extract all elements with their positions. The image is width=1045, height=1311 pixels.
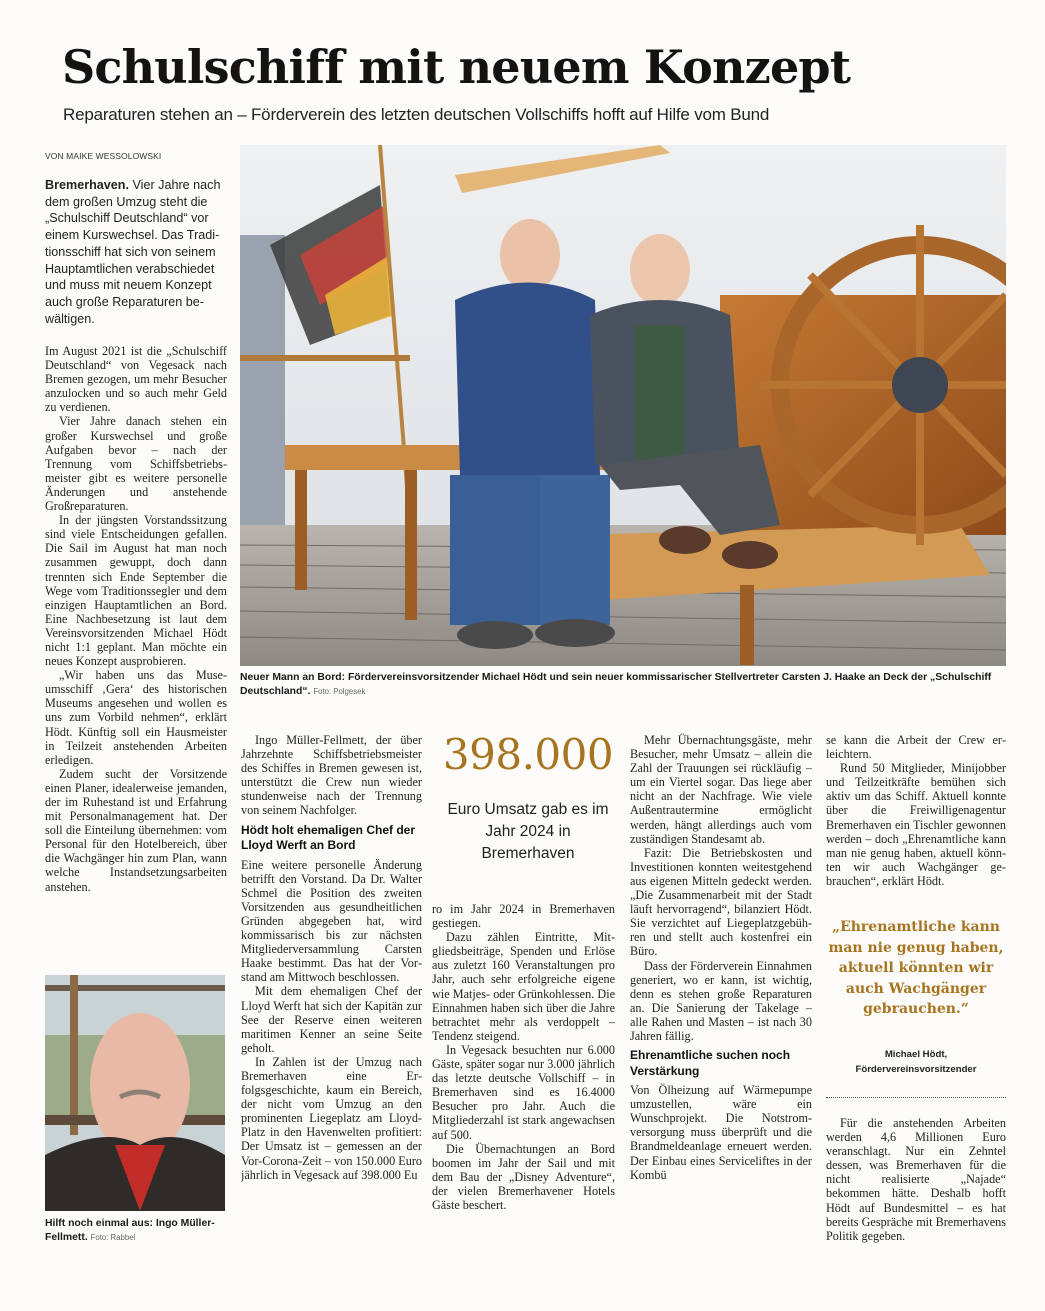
quote-role: Fördervereinsvorsitzender	[855, 1064, 977, 1075]
lead-paragraph	[45, 177, 227, 327]
column-1	[45, 344, 227, 968]
paragraph: Vier Jahre danach stehen ein großer Kurswechsel und große Aufgaben bevor – nach der Trennung vom Schiffsbetriebsmeister gibt es weitere personelle Änderungen und anstehende Großreparaturen.	[45, 414, 227, 514]
ship-deck-photo	[240, 145, 1006, 666]
factbox-text: Euro Umsatz gab es im Jahr 2024 in Bremerhaven	[447, 801, 609, 862]
paragraph: „Wir haben uns das Museumsschiff ‚Gera‘ des historischen Museums angesehen und wollen es uns zum Vorbild nehmen“, erklärt Hödt. Künftig soll ein Hausmeister in Teilzeit anstehenden Arbeiten erledigen.	[45, 668, 227, 767]
caption-text: Neuer Mann an Bord: Fördervereinsvorsitzender Michael Hödt und sein neuer kommissarischer Stellvertreter Carsten J. Haake an Deck der „Schulschiff Deutschland“.	[240, 672, 992, 697]
photo-credit: Foto: Rabbel	[90, 1233, 136, 1242]
main-photo-caption	[240, 671, 1006, 699]
pull-quote: „Ehrenamtliche kann man nie genug haben, aktuell könnten wir auch Wachgänger gebrauchen.“	[828, 919, 1004, 1017]
column-5-continued	[826, 1116, 1006, 1256]
column-2	[241, 733, 422, 1253]
paragraph: Fazit: Die Betriebskosten und Investitionen konnten weitestgehend aus eigenen Mitteln gedeckt werden. „Die Zusammenarbeit mit der Stadt läuft hervorragend“, bilanziert Hödt. Sie verzichtet auf Liegeplatzgebühren und stellt auch kostenfrei ein Büro.	[630, 845, 812, 959]
paragraph: In Zahlen ist der Umzug nach Bremerhaven eine Erfolgsgeschichte, kaum ein Bereich, der nicht vom Umzug an den prominenten Liegeplatz am Lloyd-Platz in den Havenwelten profitiert: Der Umsatz ist – gemessen an der Vor-Corona-Zeit – von 150.000 Euro jährlich in Vegesack auf 398.000 Eu	[241, 1054, 422, 1182]
paragraph: Von Ölheizung auf Wärmepumpe umzustellen, wäre ein Wunschprojekt. Die Notstromversorgung muss überprüft und die Brandmeldeanlage erneuert werden. Der Einbau eines Serviceliftes in der Kombü	[630, 1083, 812, 1182]
column-5	[826, 733, 1006, 908]
column-3	[432, 902, 615, 1252]
dateline: Bremerhaven.	[45, 178, 129, 192]
paragraph: Im August 2021 ist die „Schulschiff Deutschland“ von Vegesack nach Bremen gezogen, um mehr Besucher anzulocken und so auch mehr Geld zu verdienen.	[45, 344, 227, 415]
paragraph: se kann die Arbeit der Crew erleichtern.	[826, 733, 1006, 762]
main-photo	[240, 145, 1006, 666]
dotted-divider	[826, 1097, 1006, 1098]
paragraph: Dass der Förderverein Einnahmen generiert, wo er kann, ist wichtig, denn es stehen große Reparaturen an. Die Sanierung der Takelage – alle Rahen und Masten – ist nach 30 Jahren fällig.	[630, 958, 812, 1043]
caption-text: Hilft noch einmal aus: Ingo Müller-Fellmett.	[45, 1218, 215, 1243]
paragraph: Zudem sucht der Vorsitzende einen Planer, idealerweise jemanden, der im Ruhestand ist und Erfahrung mit Personalmanagement hat. Der soll die Einteilung übernehmen: vom Personal für den Hotelbereich, über die Wachgänger hin zum Plan, wann welche Instandsetzungsarbeiten anstehen.	[45, 766, 227, 894]
photo-credit: Foto: Polgesek	[313, 687, 366, 696]
paragraph: Mit dem ehemaligen Chef der Lloyd Werft hat sich der Kapitän zur See der Reserve einen weiteren maritimen Kenner an seine Seite geholt.	[241, 984, 422, 1055]
portrait-caption	[45, 1217, 227, 1245]
portrait-photo	[45, 975, 225, 1211]
paragraph: Dazu zählen Eintritte, Mitgliedsbeiträge, Spenden und Erlöse aus zuletzt 160 Veranstaltungen pro Jahr, auch sehr erfolgreiche eigene wie Matjes- oder Grünkohlessen. Die Einnahmen haben sich über die Jahre betrachtet mehr als verdoppelt – Tendenz steigend.	[432, 930, 615, 1043]
paragraph: Für die anstehenden Arbeiten werden 4,6 Millionen Euro veranschlagt. Nur ein Zehntel dessen, was Bremerhaven für die nicht realisierte „Najade“ bekommen hätte. Deshalb hofft Hödt auf Bundesmittel – es hat bereits Gespräche mit Bremerhavens Politik gegeben.	[826, 1116, 1006, 1243]
paragraph: Eine weitere personelle Änderung betrifft den Vorstand. Da Dr. Walter Schmel die Position des zweiten Vorsitzenden aus gesundheitlichen Gründen abgegeben hat, wird kommissarisch bis zur nächsten Mitgliederversammlung Carsten Haake bestimmt. Das hat der Vorstand am Mittwoch beschlossen.	[241, 857, 422, 985]
article-subheadline: Reparaturen stehen an – Förderverein des letzten deutschen Vollschiffs hofft auf Hilfe vom Bund	[63, 105, 770, 124]
paragraph: Die Übernachtungen an Bord boomen im Jahr der Sail und mit dem Bau der „Disney Adventure“, der vielen Bremerhavener Hotels Gäste beschert.	[432, 1141, 615, 1212]
factbox-number: 398.000	[442, 730, 614, 779]
article-headline: Schulschiff mit neuem Konzept	[62, 40, 851, 94]
paragraph: Ingo Müller-Fellmett, der über Jahrzehnte Schiffsbetriebsmeister des Schiffes in Bremen gewesen ist, unterstützt die Crew nun wieder stundenweise nach der Trennung von seinem Nachfolger.	[241, 733, 422, 818]
column-4	[630, 733, 812, 1253]
quote-author: Michael Hödt,	[884, 1049, 948, 1060]
paragraph: Rund 50 Mitglieder, Minijobber und Teilzeitkräfte bemühen sich aktiv um das Schiff. Aktuell konnte über die Freiwilligenagentur Bremerhaven ein Tischler gewonnen werden – doch „Ehrenamtliche kann man nie genug haben, aktuell könnten wir auch Wachgänger gebrauchen“, erklärt Hödt.	[826, 761, 1006, 888]
byline: VON MAIKE WESSOLOWSKI	[45, 151, 162, 161]
portrait-image	[45, 975, 225, 1211]
subheading: Ehrenamtliche suchen noch Verstärkung	[630, 1048, 791, 1078]
lead-text: Vier Jahre nach dem großen Umzug steht die „Schulschiff Deutschland“ vor einem Kurswechsel. Das Traditionsschiff hat sich von seinem Hauptamtlichen verabschiedet und muss mit neuem Konzept auch große Reparaturen bewältigen.	[45, 178, 221, 326]
paragraph: In der jüngsten Vorstandssitzung sind viele Entscheidungen gefallen. Die Sail im August hat man noch zusammen gewuppt, doch dann trennten sich Ende September die Wege vom Traditionssegler und dem einzigen Hauptamtlichen an Bord. Eine Nachbesetzung ist laut dem Vereinsvorsitzenden Michael Hödt nicht 1:1 geplant. Man möchte ein neues Konzept ausprobieren.	[45, 513, 227, 669]
subheading: Hödt holt ehemaligen Chef der Lloyd Werft an Bord	[241, 822, 416, 853]
paragraph: Mehr Übernachtungsgäste, mehr Besucher, mehr Umsatz – allein die Zahl der Trauungen sei rückläufig – um ein Viertel sogar. Das liege aber nicht an der Nachfrage. Wie viele Außentrautermine ermöglicht werden, hängt allerdings auch vom zuständigen Standesamt ab.	[630, 733, 812, 846]
paragraph: ro im Jahr 2024 in Bremerhaven gestiegen.	[432, 902, 615, 931]
paragraph: In Vegesack besuchten nur 6.000 Gäste, später sogar nur 3.000 jährlich das letzte deutsche Vollschiff – in Bremerhaven sind es 16.4000 Besucher pro Jahr. Auch die Mitgliederzahl ist stark angewachsen auf 500.	[432, 1042, 615, 1142]
pull-quote-attribution	[826, 1047, 1006, 1077]
